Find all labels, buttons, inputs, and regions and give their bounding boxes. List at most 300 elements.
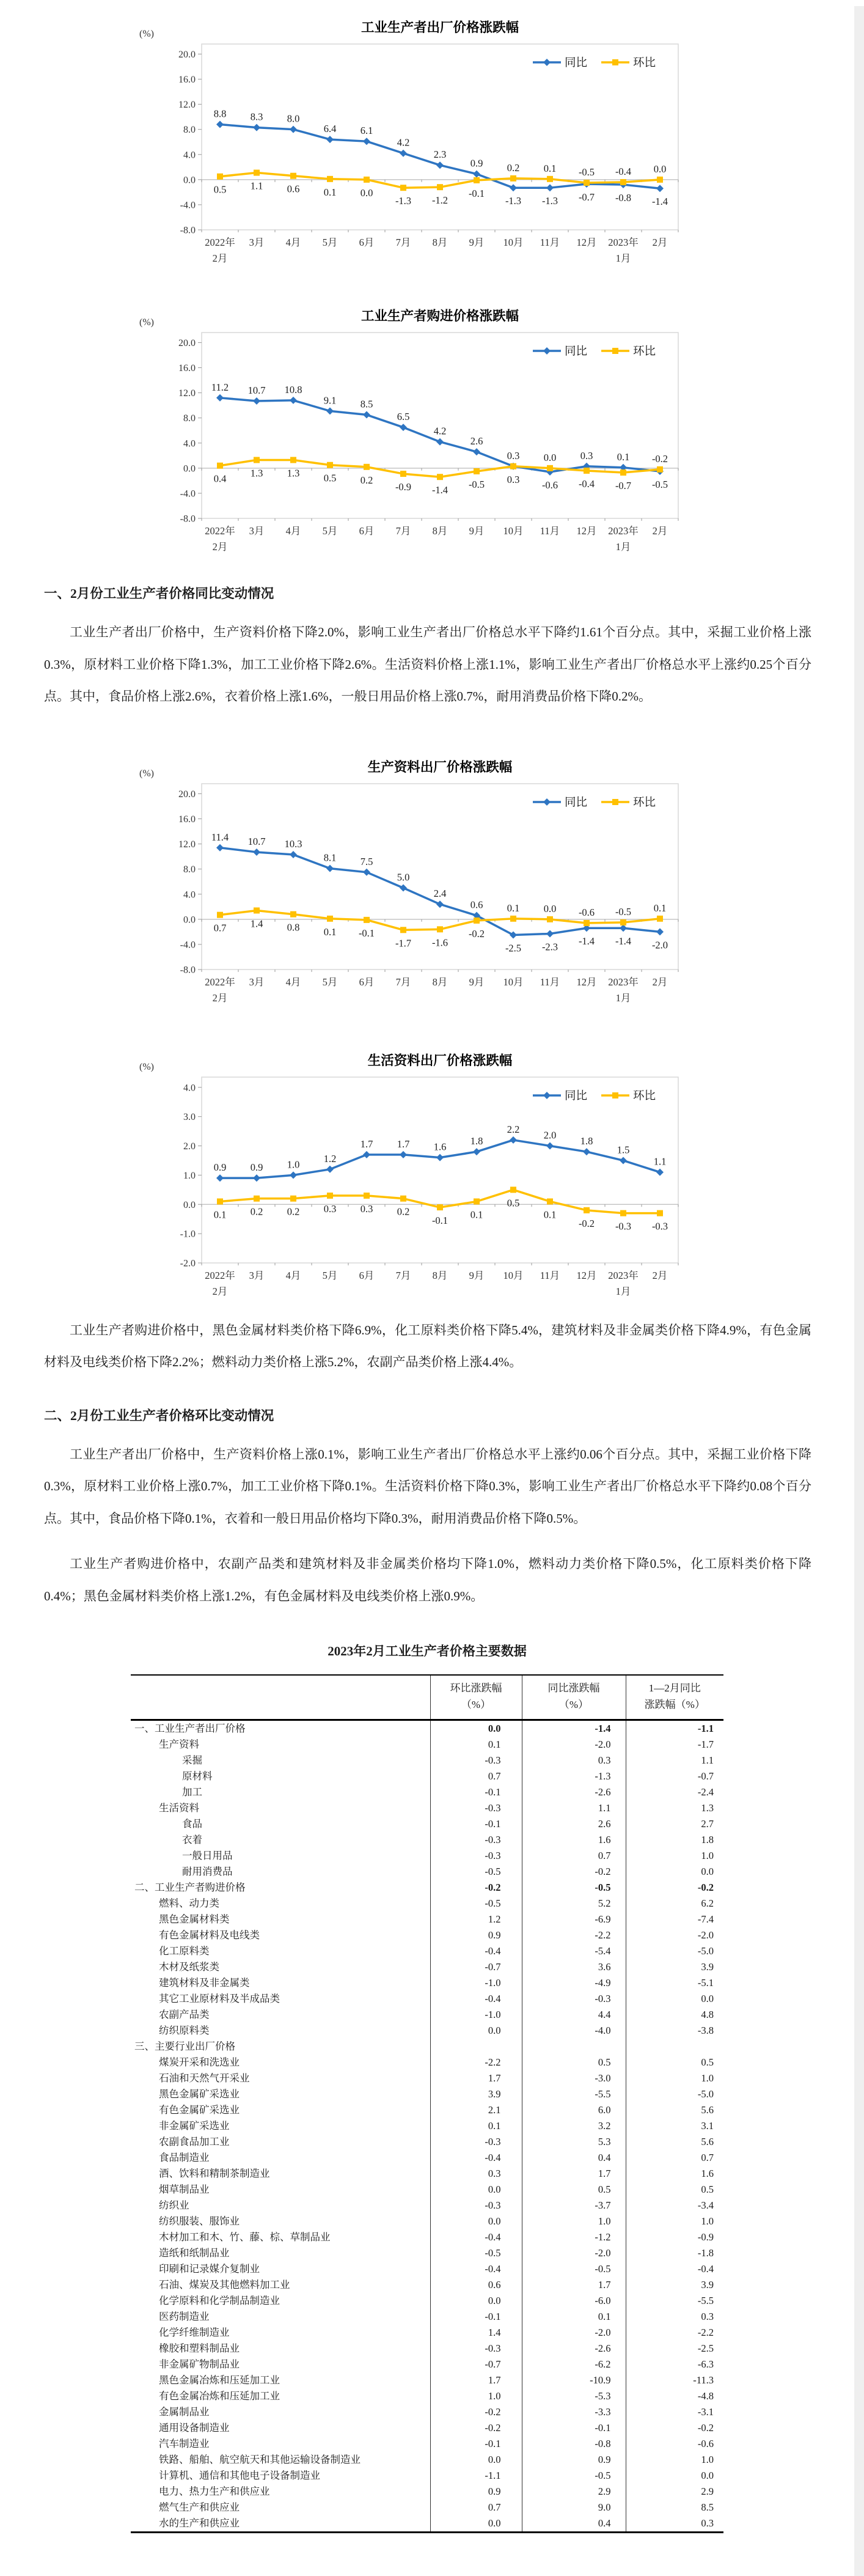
svg-text:4月: 4月 <box>285 237 301 248</box>
svg-text:1.1: 1.1 <box>653 1155 667 1168</box>
svg-text:6月: 6月 <box>359 237 375 248</box>
cell-value: -0.3 <box>430 1753 522 1768</box>
cell-value: -2.2 <box>522 1927 626 1943</box>
paragraph-yoy-purchase: 工业生产者购进价格中，黑色金属材料类价格下降6.9%，化工原料类价格下降5.4%，建筑材料及非金属类价格下降4.9%，有色金属材料及电线类价格下降2.2%；燃料动力类价格上涨5.2%，农副产品类价格上涨4.4%。 <box>44 1322 811 1370</box>
cell-value: -4.8 <box>626 2388 723 2404</box>
cell-value: -0.4 <box>430 2150 522 2166</box>
cell-value: 1.0 <box>626 2214 723 2229</box>
svg-text:1月: 1月 <box>615 992 631 1004</box>
cell-value: -0.5 <box>522 2261 626 2277</box>
svg-text:-1.3: -1.3 <box>505 195 522 207</box>
svg-text:4月: 4月 <box>285 525 301 537</box>
cell-value: -0.5 <box>430 1864 522 1880</box>
cell-value: 0.1 <box>522 2309 626 2325</box>
svg-text:0.1: 0.1 <box>323 186 337 198</box>
svg-text:1月: 1月 <box>615 1285 631 1297</box>
svg-text:-1.0: -1.0 <box>180 1229 196 1240</box>
svg-text:10月: 10月 <box>503 1269 524 1281</box>
col-header-yoy: 同比涨跌幅 （%） <box>522 1675 626 1720</box>
row-label: 一、工业生产者出厂价格 <box>134 1722 246 1734</box>
svg-text:12月: 12月 <box>576 1269 597 1281</box>
cell-value: -5.5 <box>522 2086 626 2102</box>
cell-value: -0.1 <box>522 2420 626 2436</box>
svg-text:8.0: 8.0 <box>183 864 196 875</box>
ppi-trend-chart <box>0 6 854 268</box>
svg-text:1.2: 1.2 <box>323 1152 337 1165</box>
row-label: 原材料 <box>182 1770 213 1782</box>
svg-text:0.6: 0.6 <box>287 183 300 195</box>
svg-text:0.1: 0.1 <box>323 926 337 938</box>
row-label: 非金属矿采选业 <box>159 2119 230 2132</box>
table-row <box>131 2214 723 2229</box>
svg-text:(%): (%) <box>139 768 154 779</box>
cell-value: -5.1 <box>626 1975 723 1991</box>
cell-value: -4.0 <box>522 2023 626 2039</box>
cell-value: -0.2 <box>430 2420 522 2436</box>
cell-value: 4.4 <box>522 2007 626 2023</box>
svg-text:-4.0: -4.0 <box>180 488 196 499</box>
table-row <box>131 2325 723 2341</box>
row-label: 有色金属矿采选业 <box>159 2103 240 2116</box>
cell-value: 2.9 <box>522 2484 626 2500</box>
svg-text:-1.4: -1.4 <box>431 484 448 496</box>
svg-text:5月: 5月 <box>322 976 338 988</box>
svg-text:0.1: 0.1 <box>653 902 667 914</box>
svg-text:工业生产者出厂价格涨跌幅: 工业生产者出厂价格涨跌幅 <box>361 20 519 35</box>
svg-text:2月: 2月 <box>212 541 228 553</box>
row-label: 医药制造业 <box>159 2310 210 2322</box>
table-row <box>131 1848 723 1864</box>
svg-text:-0.7: -0.7 <box>615 480 632 492</box>
chart-svg <box>0 295 864 556</box>
svg-text:5.0: 5.0 <box>397 871 410 883</box>
cell-value: 1.7 <box>522 2277 626 2293</box>
svg-text:1.7: 1.7 <box>360 1138 373 1150</box>
svg-text:-1.4: -1.4 <box>651 196 668 208</box>
paragraph-yoy-factory: 工业生产者出厂价格中，生产资料价格下降2.0%，影响工业生产者出厂价格总水平下降约1.61个百分点。其中，采掘工业价格上涨0.3%，原材料工业价格下降1.3%，加工工业价格下降2.6%。生活资料价格上涨1.1%，影响工业生产者出厂价格总水平上涨约0.25个百分点。其中，食品价格上涨2.6%，衣着价格上涨1.6%，一般日用品价格上涨0.7%，耐用消费品价格下降0.2%。 <box>44 625 811 704</box>
row-label: 木材加工和木、竹、藤、棕、草制品业 <box>159 2231 331 2243</box>
svg-text:1.5: 1.5 <box>617 1144 630 1156</box>
cell-value: -0.1 <box>430 1784 522 1800</box>
cell-value: -0.2 <box>626 1880 723 1896</box>
svg-text:5月: 5月 <box>322 1269 338 1281</box>
table-row <box>131 2023 723 2039</box>
svg-text:2月: 2月 <box>652 525 668 537</box>
svg-text:12月: 12月 <box>576 525 597 537</box>
cell-value: -2.0 <box>522 2245 626 2261</box>
svg-text:6.4: 6.4 <box>323 123 337 135</box>
svg-text:(%): (%) <box>139 1061 154 1072</box>
cell-value: -1.1 <box>626 1720 723 1737</box>
cell-value: 0.3 <box>430 2166 522 2182</box>
svg-text:8月: 8月 <box>432 237 448 248</box>
cell-value: 1.7 <box>430 2372 522 2388</box>
svg-text:-1.2: -1.2 <box>431 194 448 207</box>
cell-value: 1.2 <box>430 1912 522 1927</box>
cell-value: -0.8 <box>522 2436 626 2452</box>
cell-value: 0.5 <box>522 2182 626 2198</box>
row-label: 二、工业生产者购进价格 <box>134 1881 246 1893</box>
cell-value: 6.0 <box>522 2102 626 2118</box>
svg-text:11月: 11月 <box>540 1269 560 1281</box>
svg-text:8月: 8月 <box>432 525 448 537</box>
svg-text:10月: 10月 <box>503 237 524 248</box>
cell-value: 0.0 <box>626 1991 723 2007</box>
paragraph-mom-factory: 工业生产者出厂价格中，生产资料价格上涨0.1%，影响工业生产者出厂价格总水平上涨约0.06个百分点。其中，采掘工业价格下降0.3%，原材料工业价格上涨0.7%，加工工业价格下降0.1%。生活资料价格下降0.3%，影响工业生产者出厂价格总水平下降约0.08个百分点。其中，食品价格下降0.1%，衣着和一般日用品价格均下降0.3%，耐用消费品价格下降0.5%。 <box>44 1446 811 1526</box>
svg-text:-0.4: -0.4 <box>578 477 595 490</box>
table-row <box>131 2166 723 2182</box>
row-label: 加工 <box>182 1786 202 1798</box>
svg-text:0.9: 0.9 <box>213 1161 227 1173</box>
svg-text:同比: 同比 <box>565 345 588 358</box>
cell-value: 0.5 <box>626 2055 723 2070</box>
row-label: 农副食品加工业 <box>159 2135 230 2147</box>
table-row <box>131 2452 723 2468</box>
svg-text:-1.3: -1.3 <box>541 195 558 207</box>
row-label: 耐用消费品 <box>182 1865 233 1877</box>
svg-text:1.3: 1.3 <box>250 467 263 479</box>
svg-text:2.3: 2.3 <box>433 149 447 161</box>
table-row <box>131 2388 723 2404</box>
cell-value: -1.4 <box>522 1720 626 1737</box>
svg-text:8.3: 8.3 <box>250 111 263 123</box>
cell-value: -2.6 <box>522 2341 626 2357</box>
svg-text:6月: 6月 <box>359 1269 375 1281</box>
svg-text:同比: 同比 <box>565 797 588 809</box>
svg-text:2.4: 2.4 <box>433 887 447 899</box>
cell-value: -0.7 <box>430 1959 522 1975</box>
row-label: 石油和天然气开采业 <box>159 2072 250 2084</box>
svg-text:0.6: 0.6 <box>470 899 483 911</box>
cell-value: 0.7 <box>430 1768 522 1784</box>
svg-text:-0.2: -0.2 <box>578 1217 595 1229</box>
svg-text:12.0: 12.0 <box>178 839 196 850</box>
table-row <box>131 1880 723 1896</box>
svg-text:7月: 7月 <box>395 1269 411 1281</box>
svg-text:7月: 7月 <box>395 976 411 988</box>
svg-text:3月: 3月 <box>249 237 265 248</box>
svg-text:1.1: 1.1 <box>250 180 263 192</box>
cell-value: 1.0 <box>430 2388 522 2404</box>
svg-text:12月: 12月 <box>576 237 597 248</box>
report-content <box>0 6 854 2533</box>
svg-text:2022年: 2022年 <box>205 525 235 537</box>
row-label: 纺织原料类 <box>159 2024 210 2036</box>
svg-text:2月: 2月 <box>212 252 228 264</box>
cell-value: -11.3 <box>626 2372 723 2388</box>
svg-text:4.0: 4.0 <box>183 438 196 449</box>
svg-text:9月: 9月 <box>469 1269 485 1281</box>
table-row <box>131 2086 723 2102</box>
ppi-report-page <box>0 6 864 2576</box>
svg-text:9月: 9月 <box>469 976 485 988</box>
svg-text:1月: 1月 <box>615 541 631 553</box>
cell-value: 0.9 <box>430 2484 522 2500</box>
svg-text:7月: 7月 <box>395 237 411 248</box>
svg-text:0.8: 0.8 <box>287 921 300 933</box>
svg-text:16.0: 16.0 <box>178 75 196 86</box>
cell-value: 0.3 <box>626 2309 723 2325</box>
svg-text:8.0: 8.0 <box>183 413 196 424</box>
svg-text:8.5: 8.5 <box>360 398 373 410</box>
row-label: 一般日用品 <box>182 1849 233 1861</box>
cell-value: 2.9 <box>626 2484 723 2500</box>
purchase-price-trend-chart <box>0 295 854 556</box>
paragraph-mom-purchase: 工业生产者购进价格中，农副产品类和建筑材料及非金属类价格均下降1.0%，燃料动力类价格下降0.5%，化工原料类价格下降0.4%；黑色金属材料类价格上涨1.2%，有色金属材料及电线类价格上涨0.9%。 <box>44 1556 811 1603</box>
row-label: 生活资料 <box>159 1801 199 1814</box>
cell-value: 1.1 <box>626 1753 723 1768</box>
svg-text:1.0: 1.0 <box>183 1170 196 1181</box>
svg-text:10月: 10月 <box>503 976 524 988</box>
svg-text:4.0: 4.0 <box>183 889 196 900</box>
cell-value: -0.3 <box>430 1800 522 1816</box>
svg-text:3.0: 3.0 <box>183 1111 196 1122</box>
svg-text:0.2: 0.2 <box>397 1205 410 1218</box>
cell-value: -2.6 <box>522 1784 626 1800</box>
row-label: 化学原料和化学制品制造业 <box>159 2294 280 2306</box>
svg-text:生产资料出厂价格涨跌幅: 生产资料出厂价格涨跌幅 <box>367 759 513 775</box>
row-label: 生产资料 <box>159 1738 199 1750</box>
cell-value: -0.2 <box>430 2404 522 2420</box>
cell-value: -0.4 <box>430 2229 522 2245</box>
svg-text:20.0: 20.0 <box>178 49 196 60</box>
table-row <box>131 1864 723 1880</box>
svg-text:12.0: 12.0 <box>178 100 196 111</box>
table-row <box>131 2070 723 2086</box>
svg-text:10月: 10月 <box>503 525 524 537</box>
cell-value <box>430 2039 522 2055</box>
table-row <box>131 1927 723 1943</box>
svg-text:11.2: 11.2 <box>211 381 229 393</box>
cell-value: -0.5 <box>522 1880 626 1896</box>
table-row <box>131 2436 723 2452</box>
svg-text:8.0: 8.0 <box>183 125 196 136</box>
svg-text:-2.5: -2.5 <box>505 942 522 954</box>
cell-value: -0.3 <box>430 2198 522 2214</box>
cell-value: -3.4 <box>626 2198 723 2214</box>
cell-value: -0.9 <box>626 2229 723 2245</box>
svg-text:10.7: 10.7 <box>247 835 266 847</box>
svg-text:2022年: 2022年 <box>205 237 235 248</box>
svg-text:16.0: 16.0 <box>178 363 196 374</box>
svg-text:-0.1: -0.1 <box>468 187 485 199</box>
section-heading-yoy: 一、2月份工业生产者价格同比变动情况 <box>44 586 274 601</box>
table-row <box>131 1896 723 1912</box>
cell-value: 0.5 <box>626 2182 723 2198</box>
svg-text:同比: 同比 <box>565 1090 588 1103</box>
svg-text:0.5: 0.5 <box>507 1196 520 1209</box>
table-row <box>131 2055 723 2070</box>
svg-text:0.0: 0.0 <box>360 186 373 199</box>
row-label: 纺织服装、服饰业 <box>159 2215 240 2227</box>
svg-text:-0.5: -0.5 <box>615 905 632 918</box>
svg-text:环比: 环比 <box>633 797 656 809</box>
cell-value: 0.3 <box>522 1753 626 1768</box>
cell-value: 0.4 <box>522 2515 626 2533</box>
table-row <box>131 1975 723 1991</box>
row-label: 橡胶和塑料制品业 <box>159 2342 240 2354</box>
svg-text:-4.0: -4.0 <box>180 940 196 951</box>
row-label: 有色金属冶炼和压延加工业 <box>159 2390 280 2402</box>
svg-text:-8.0: -8.0 <box>180 513 196 524</box>
svg-text:9月: 9月 <box>469 525 485 537</box>
svg-text:3月: 3月 <box>249 1269 265 1281</box>
svg-text:0.5: 0.5 <box>323 472 337 484</box>
table-row <box>131 2500 723 2515</box>
row-label: 通用设备制造业 <box>159 2421 230 2434</box>
cell-value: -2.2 <box>626 2325 723 2341</box>
svg-text:4.2: 4.2 <box>397 136 410 149</box>
row-label: 造纸和纸制品业 <box>159 2247 230 2259</box>
svg-text:2023年: 2023年 <box>608 976 639 988</box>
svg-text:-8.0: -8.0 <box>180 225 196 236</box>
svg-text:-0.1: -0.1 <box>431 1214 448 1226</box>
cell-value: 5.3 <box>522 2134 626 2150</box>
table-row <box>131 2007 723 2023</box>
row-label: 木材及纸浆类 <box>159 1960 219 1973</box>
cell-value: 0.9 <box>522 2452 626 2468</box>
svg-text:环比: 环比 <box>633 345 656 358</box>
svg-text:-8.0: -8.0 <box>180 965 196 976</box>
cell-value <box>522 2039 626 2055</box>
cell-value: -0.4 <box>626 2261 723 2277</box>
col-header-empty <box>131 1675 430 1720</box>
svg-text:2022年: 2022年 <box>205 976 235 988</box>
svg-text:-0.5: -0.5 <box>468 478 485 490</box>
svg-text:0.0: 0.0 <box>543 902 557 914</box>
svg-text:同比: 同比 <box>565 57 588 70</box>
cell-value: -0.2 <box>430 1880 522 1896</box>
cell-value: 0.3 <box>626 2515 723 2533</box>
svg-text:12月: 12月 <box>576 976 597 988</box>
svg-text:2月: 2月 <box>212 1285 228 1297</box>
cell-value: 4.8 <box>626 2007 723 2023</box>
row-label: 计算机、通信和其他电子设备制造业 <box>159 2469 320 2481</box>
svg-text:11月: 11月 <box>540 525 560 537</box>
table-row <box>131 2309 723 2325</box>
cell-value: -1.7 <box>626 1737 723 1753</box>
svg-text:2023年: 2023年 <box>608 1269 639 1281</box>
table-row <box>131 2134 723 2150</box>
table-row <box>131 2341 723 2357</box>
cell-value: -5.0 <box>626 2086 723 2102</box>
cell-value: 0.9 <box>430 1927 522 1943</box>
svg-text:-0.9: -0.9 <box>395 481 412 493</box>
row-label: 衣着 <box>182 1833 202 1846</box>
svg-text:-0.3: -0.3 <box>615 1220 632 1232</box>
cell-value: 2.7 <box>626 1816 723 1832</box>
cell-value: -1.8 <box>626 2245 723 2261</box>
svg-text:2022年: 2022年 <box>205 1269 235 1281</box>
svg-text:-1.6: -1.6 <box>431 936 448 948</box>
cell-value: 0.0 <box>430 2452 522 2468</box>
cell-value: -2.0 <box>626 1927 723 1943</box>
svg-text:-1.4: -1.4 <box>578 935 595 947</box>
svg-text:5月: 5月 <box>322 525 338 537</box>
svg-text:0.0: 0.0 <box>543 451 557 463</box>
table-row <box>131 2404 723 2420</box>
svg-text:11月: 11月 <box>540 237 560 248</box>
cell-value: -6.3 <box>626 2357 723 2372</box>
row-label: 燃料、动力类 <box>159 1897 219 1909</box>
cell-value: 0.4 <box>522 2150 626 2166</box>
table-row <box>131 2484 723 2500</box>
table-row <box>131 2261 723 2277</box>
svg-text:1.3: 1.3 <box>287 467 300 479</box>
row-label: 采掘 <box>182 1754 202 1766</box>
producer-goods-price-chart <box>0 746 854 1007</box>
svg-text:工业生产者购进价格涨跌幅: 工业生产者购进价格涨跌幅 <box>361 309 519 323</box>
table-header-row <box>131 1675 723 1720</box>
cell-value: -3.0 <box>522 2070 626 2086</box>
cell-value: -0.4 <box>430 1991 522 2007</box>
cell-value: -0.5 <box>430 1896 522 1912</box>
cell-value: 0.6 <box>430 2277 522 2293</box>
col-header-ytd: 1—2月同比 涨跌幅（%） <box>626 1675 723 1720</box>
table-row <box>131 1737 723 1753</box>
cell-value: -0.3 <box>430 1848 522 1864</box>
table-row <box>131 2150 723 2166</box>
svg-text:-0.4: -0.4 <box>615 165 632 177</box>
cell-value: -0.5 <box>430 2245 522 2261</box>
svg-text:0.1: 0.1 <box>543 1209 557 1221</box>
svg-text:2月: 2月 <box>652 1269 668 1281</box>
cell-value: -1.0 <box>430 2007 522 2023</box>
svg-text:-0.5: -0.5 <box>578 166 595 178</box>
table-row <box>131 2118 723 2134</box>
cell-value: 1.8 <box>626 1832 723 1848</box>
svg-text:20.0: 20.0 <box>178 337 196 348</box>
cell-value: 8.5 <box>626 2500 723 2515</box>
table-row <box>131 2229 723 2245</box>
svg-text:-0.6: -0.6 <box>578 906 595 918</box>
table-row <box>131 2357 723 2372</box>
cell-value: -3.3 <box>522 2404 626 2420</box>
cell-value: -0.1 <box>430 1816 522 1832</box>
table-title: 2023年2月工业生产者价格主要数据 <box>328 1644 527 1659</box>
table-row <box>131 2245 723 2261</box>
table-row <box>131 2420 723 2436</box>
cell-value: 5.6 <box>626 2134 723 2150</box>
svg-text:-1.3: -1.3 <box>395 195 412 207</box>
svg-text:6月: 6月 <box>359 976 375 988</box>
row-label: 黑色金属冶炼和压延加工业 <box>159 2374 280 2386</box>
table-row <box>131 1768 723 1784</box>
cell-value: 0.0 <box>626 2468 723 2484</box>
cell-value: 3.2 <box>522 2118 626 2134</box>
cell-value: -0.7 <box>430 2357 522 2372</box>
table-row <box>131 1912 723 1927</box>
svg-text:11月: 11月 <box>540 976 560 988</box>
svg-text:2.0: 2.0 <box>183 1141 196 1152</box>
svg-text:0.0: 0.0 <box>183 463 196 474</box>
row-label: 化学纤维制造业 <box>159 2326 230 2338</box>
svg-text:-1.4: -1.4 <box>615 935 632 947</box>
cell-value: -2.2 <box>430 2055 522 2070</box>
svg-text:0.7: 0.7 <box>213 922 227 934</box>
svg-text:2.0: 2.0 <box>543 1129 557 1141</box>
row-label: 煤炭开采和洗选业 <box>159 2056 240 2068</box>
cell-value: 1.7 <box>430 2070 522 2086</box>
table-row <box>131 1959 723 1975</box>
row-label: 化工原料类 <box>159 1945 210 1957</box>
svg-text:-0.5: -0.5 <box>651 478 668 490</box>
cell-value: -4.9 <box>522 1975 626 1991</box>
svg-text:2月: 2月 <box>652 237 668 248</box>
svg-text:-0.7: -0.7 <box>578 191 595 204</box>
svg-text:(%): (%) <box>139 317 154 328</box>
cell-value: -0.3 <box>430 1832 522 1848</box>
